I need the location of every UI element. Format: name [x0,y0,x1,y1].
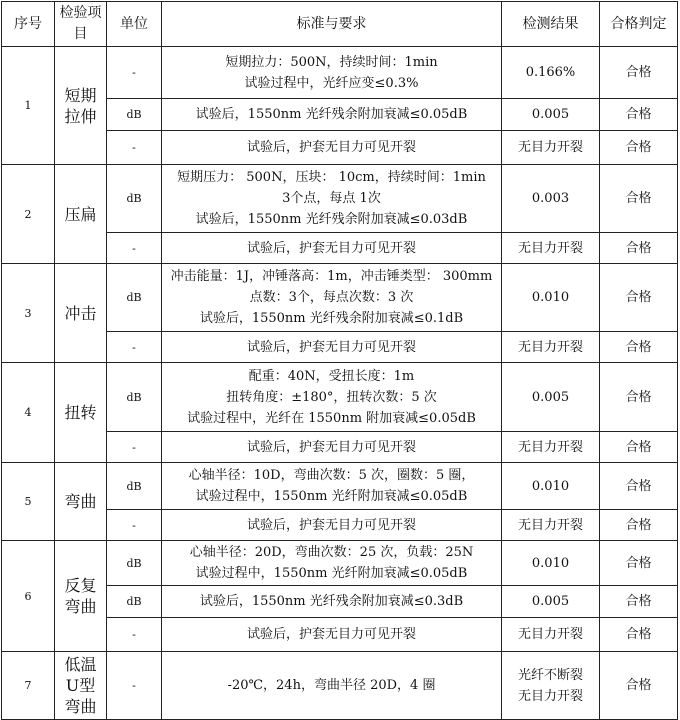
test-item-name: 扭转 [55,363,107,463]
requirement-cell [162,47,502,99]
header-verdict: 合格判定 [600,2,678,47]
requirement-line: 试验后，1550nm 光纤残余附加衰减≤0.03dB [195,212,468,227]
requirement-line: 试验后，护套无目力可见开裂 [246,439,416,455]
unit-cell: dB [107,541,162,586]
requirement-line: 配重：40N，受扭长度：1m [248,368,415,384]
header-item: 检验项目 [55,2,107,47]
header-requirement: 标准与要求 [162,2,502,47]
requirement-line: 试验后，1550nm 光纤残余附加衰减≤0.1dB [199,311,464,326]
test-item-name: 低温U型弯曲 [55,652,107,720]
verdict-cell: 合格 [600,510,678,541]
result-cell: 0.166% [502,47,600,99]
unit-cell: dB [107,165,162,233]
verdict-cell: 合格 [600,432,678,463]
requirement-cell [162,264,502,332]
result-cell: 无目力开裂 [502,332,600,363]
test-item-name: 冲击 [55,264,107,363]
requirement-cell [162,510,502,541]
requirement-line: 试验后，1550nm 光纤残余附加衰减≤0.3dB [199,594,464,609]
verdict-cell: 合格 [600,264,678,332]
unit-cell: - [107,510,162,541]
result-cell: 无目力开裂 [502,131,600,165]
result-cell: 0.003 [502,165,600,233]
requirement-line: 试验过程中，光纤在 1550nm 附加衰减≤0.05dB [187,410,476,426]
requirement-line: 试验后，护套无目力可见开裂 [246,240,416,256]
requirement-line: -20℃，24h，弯曲半径 20D，4 圈 [227,678,436,693]
test-item-name: 弯曲 [55,463,107,541]
requirement-line: 试验后，护套无目力可见开裂 [246,517,416,533]
requirement-line: 试验过程中，光纤应变≤0.3% [244,75,419,91]
unit-cell: - [107,432,162,463]
table-row [2,47,678,99]
result-cell: 0.010 [502,264,600,332]
test-number: 4 [2,363,55,463]
result-cell: 无目力开裂 [502,510,600,541]
verdict-cell: 合格 [600,165,678,233]
result-cell: 无目力开裂 [502,618,600,652]
unit-cell: - [107,131,162,165]
requirement-line: 短期拉力：500N，持续时间：1min [225,54,438,70]
unit-cell: - [107,233,162,264]
verdict-cell: 合格 [600,618,678,652]
result-cell: 0.005 [502,363,600,432]
requirement-cell [162,363,502,432]
requirement-cell [162,165,502,233]
header-no: 序号 [2,2,55,47]
unit-cell: dB [107,99,162,131]
test-number: 7 [2,652,55,720]
unit-cell: - [107,47,162,99]
test-number: 5 [2,463,55,541]
requirement-line: 心轴半径：20D，弯曲次数：25 次，负载：25N [189,545,474,560]
table-row [2,463,678,510]
verdict-cell: 合格 [600,541,678,586]
header-row [2,2,678,47]
verdict-cell: 合格 [600,131,678,165]
unit-cell: dB [107,586,162,618]
result-cell: 光纤不断裂 无目力开裂 [502,652,600,720]
table-row [2,264,678,332]
result-cell: 无目力开裂 [502,432,600,463]
requirement-line: 试验后，1550nm 光纤残余附加衰减≤0.05dB [195,107,468,122]
test-number: 3 [2,264,55,363]
result-cell: 0.010 [502,463,600,510]
test-results-table [1,1,678,720]
unit-cell: dB [107,463,162,510]
requirement-cell [162,618,502,652]
table-row [2,165,678,233]
test-number: 2 [2,165,55,264]
requirement-line: 试验后，护套无目力可见开裂 [246,627,416,642]
verdict-cell: 合格 [600,652,678,720]
unit-cell: - [107,652,162,720]
test-number: 1 [2,47,55,165]
requirement-cell [162,652,502,720]
requirement-cell [162,432,502,463]
table-row [2,652,678,720]
verdict-cell: 合格 [600,586,678,618]
verdict-cell: 合格 [600,233,678,264]
requirement-line: 点数：3个，每点次数：3 次 [249,290,414,305]
verdict-cell: 合格 [600,463,678,510]
requirement-line: 扭转角度：±180°，扭转次数：5 次 [226,389,437,405]
test-item-name: 反复弯曲 [55,541,107,652]
header-unit: 单位 [107,2,162,47]
verdict-cell: 合格 [600,332,678,363]
requirement-line: 试验后，护套无目力可见开裂 [246,140,416,155]
verdict-cell: 合格 [600,363,678,432]
requirement-line: 试验过程中，1550nm 光纤附加衰减≤0.05dB [195,566,468,581]
test-number: 6 [2,541,55,652]
requirement-line: 3个点，每点 1次 [282,191,381,206]
unit-cell: - [107,618,162,652]
requirement-cell [162,332,502,363]
verdict-cell: 合格 [600,99,678,131]
result-cell: 0.010 [502,541,600,586]
result-cell: 0.005 [502,586,600,618]
header-result: 检测结果 [502,2,600,47]
result-cell: 0.005 [502,99,600,131]
unit-cell: dB [107,264,162,332]
unit-cell: - [107,332,162,363]
requirement-cell [162,99,502,131]
requirement-line: 试验过程中，1550nm 光纤附加衰减≤0.05dB [195,489,468,504]
requirement-line: 短期压力： 500N，压块： 10cm，持续时间：1min [177,170,486,185]
test-item-name: 压扁 [55,165,107,264]
requirement-cell [162,586,502,618]
test-item-name: 短期拉伸 [55,47,107,165]
verdict-cell: 合格 [600,47,678,99]
requirement-cell [162,131,502,165]
requirement-line: 心轴半径：10D，弯曲次数：5 次，圈数：5 圈， [188,468,475,483]
requirement-cell [162,463,502,510]
requirement-line: 冲击能量：1J，冲锤落高：1m，冲击锤类型： 300mm [170,269,493,284]
table-row [2,363,678,432]
requirement-cell [162,233,502,264]
requirement-line: 试验后，护套无目力可见开裂 [246,339,416,355]
result-cell: 无目力开裂 [502,233,600,264]
table-row [2,541,678,586]
requirement-cell [162,541,502,586]
unit-cell: dB [107,363,162,432]
